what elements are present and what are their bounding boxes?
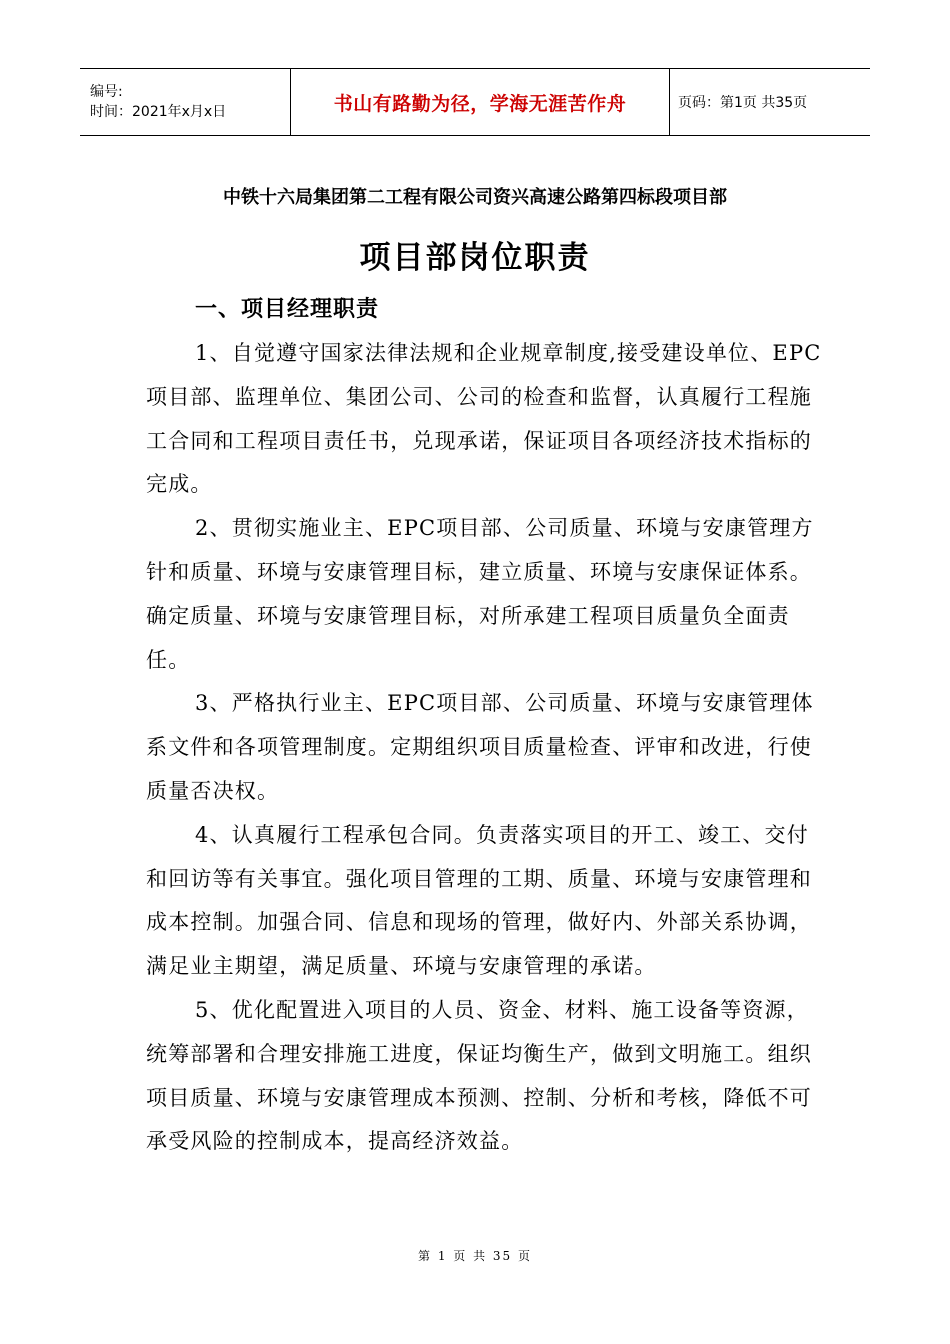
company-name: 中铁十六局集团第二工程有限公司资兴高速公路第四标段项目部 — [223, 187, 727, 208]
header-motto-cell — [291, 69, 670, 136]
paragraph-5: 5、优化配置进入项目的人员、资金、材料、施工设备等资源，统筹部署和合理安排施工进度，保证均衡生产，做到文明施工。组织项目质量、环境与安康管理成本预测、控制、分析和考核，降低不可承受风险的控制成本，提高经济效益。 — [146, 997, 812, 1154]
page-header — [80, 68, 870, 136]
paragraph-2: 2、贯彻实施业主、EPC项目部、公司质量、环境与安康管理方针和质量、环境与安康管理目标，建立质量、环境与安康保证体系。确定质量、环境与安康管理目标，对所承建工程项目质量负全面责任。 — [146, 516, 814, 672]
document-time-label: 时间：2021年x月x日 — [90, 104, 227, 120]
header-page-info: 页码：第1页 共35页 — [670, 69, 871, 136]
section-heading: 一、项目经理职责 — [195, 297, 380, 322]
body-text — [146, 332, 826, 1164]
page-footer: 第 1 页 共 35 页 — [418, 1249, 532, 1263]
document-title: 项目部岗位职责 — [359, 240, 591, 276]
document-number-label: 编号: — [90, 84, 123, 100]
header-motto: 书山有路勤为径，学海无涯苦作舟 — [333, 92, 627, 115]
paragraph-4: 4、认真履行工程承包合同。负责落实项目的开工、竣工、交付和回访等有关事宜。强化项目管理的工期、质量、环境与安康管理和成本控制。加强合同、信息和现场的管理，做好内、外部关系协调，满足业主期望，满足质量、环境与安康管理的承诺。 — [146, 822, 812, 979]
paragraph-1: 1、自觉遵守国家法律法规和企业规章制度,接受建设单位、EPC项目部、监理单位、集团公司、公司的检查和监督，认真履行工程施工合同和工程项目责任书，兑现承诺，保证项目各项经济技术指标的完成。 — [146, 341, 822, 497]
paragraph-3: 3、严格执行业主、EPC项目部、公司质量、环境与安康管理体系文件和各项管理制度。定期组织项目质量检查、评审和改进，行使质量否决权。 — [146, 691, 814, 803]
header-meta — [80, 69, 291, 136]
